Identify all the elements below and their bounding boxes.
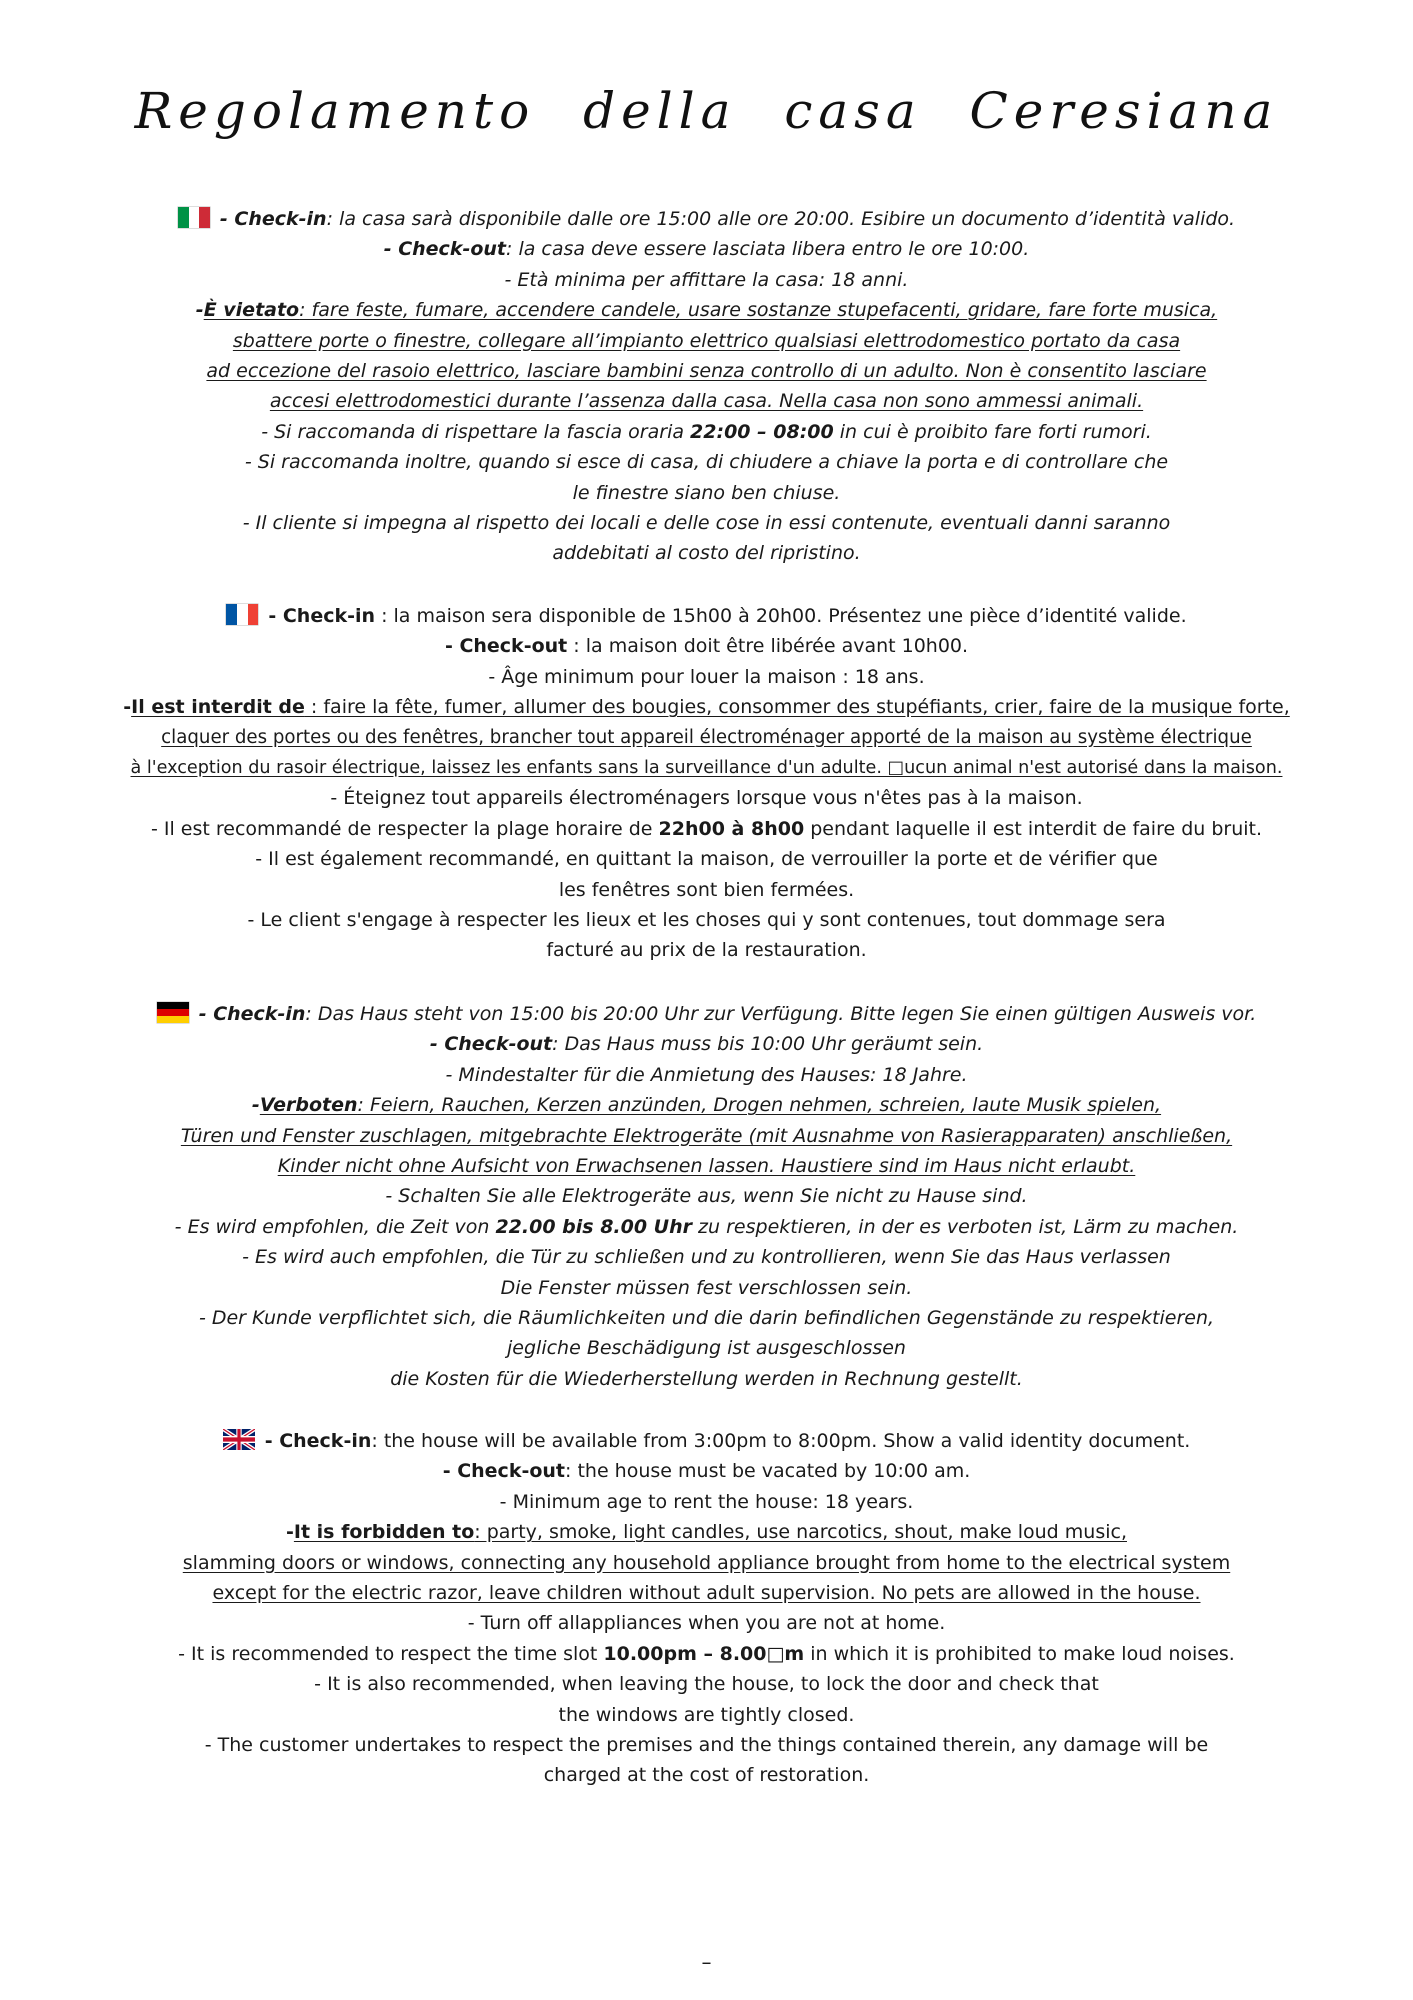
- french-checkin-line: [30, 601, 1383, 631]
- italian-age-line: - Età minima per affittare la casa: 18 anni.: [504, 268, 909, 291]
- italian-quiet-pre: - Si raccomanda di rispettare la fascia oraria: [261, 420, 691, 443]
- french-forbidden-label: Il est interdit de: [131, 696, 305, 719]
- german-forbidden-text-1: : Feiern, Rauchen, Kerzen anzünden, Drogen nehmen, schreien, laute Musik spielen,: [357, 1094, 1162, 1117]
- italian-forbidden-label: È vietato: [203, 299, 300, 322]
- italian-damage-line-1: - Il cliente si impegna al rispetto dei locali e delle cose in essi contenute, eventuali danni saranno: [242, 512, 1171, 535]
- germany-flag-icon: [157, 1002, 189, 1023]
- english-quiet-post: in which it is prohibited to make loud noises.: [804, 1642, 1235, 1665]
- english-lock-line-2: the windows are tightly closed.: [558, 1703, 855, 1726]
- italian-quiet-line: [30, 417, 1383, 447]
- italian-forbidden-line-1: [30, 295, 1383, 325]
- french-age-line: - Âge minimum pour louer la maison : 18 ans.: [488, 665, 925, 688]
- french-checkin-label: - Check-in: [268, 605, 376, 627]
- german-appliances-line: - Schalten Sie alle Elektrogeräte aus, wenn Sie nicht zu Hause sind.: [385, 1185, 1028, 1208]
- german-damage-line-3: die Kosten für die Wiederherstellung werden in Rechnung gestellt.: [390, 1367, 1023, 1390]
- french-forbidden-line-2: claquer des portes ou des fenêtres, brancher tout appareil électroménager apporté de la maison au système électrique: [161, 726, 1252, 748]
- french-quiet-line: [30, 814, 1383, 844]
- german-forbidden-line-3: Kinder nicht ohne Aufsicht von Erwachsenen lassen. Haustiere sind im Haus nicht erlaubt.: [277, 1155, 1136, 1178]
- french-section: [30, 601, 1383, 966]
- italian-forbidden-dash: -: [195, 299, 204, 322]
- english-checkout-label: - Check-out: [442, 1460, 566, 1483]
- french-checkin-text: : la maison sera disponible de 15h00 à 20h00. Présentez une pièce d’identité valide.: [375, 605, 1187, 627]
- english-damage-line-1: - The customer undertakes to respect the premises and the things contained therein, any damage will be: [204, 1734, 1209, 1757]
- english-checkout-text: : the house must be vacated by 10:00 am.: [565, 1460, 971, 1483]
- english-quiet-pre: - It is recommended to respect the time slot: [178, 1642, 604, 1665]
- french-damage-line-2: facturé au prix de la restauration.: [546, 939, 867, 962]
- german-forbidden-line-2: Türen und Fenster zuschlagen, mitgebrachte Elektrogeräte (mit Ausnahme von Rasierapparaten) anschließen,: [180, 1124, 1233, 1147]
- german-quiet-pre: - Es wird empfohlen, die Zeit von: [174, 1215, 496, 1238]
- italian-checkout-line: [30, 234, 1383, 264]
- english-forbidden-line-2: slamming doors or windows, connecting any household appliance brought from home to the electrical system: [182, 1551, 1231, 1574]
- german-checkin-text: : Das Haus steht von 15:00 bis 20:00 Uhr zur Verfügung. Bitte legen Sie einen gültigen Ausweis vor.: [305, 1003, 1257, 1025]
- german-section: [30, 999, 1383, 1394]
- french-quiet-post: pendant laquelle il est interdit de faire du bruit.: [804, 817, 1263, 840]
- french-lock-line-2: les fenêtres sont bien fermées.: [558, 878, 855, 901]
- english-lock-line-1: - It is also recommended, when leaving the house, to lock the door and check that: [314, 1673, 1099, 1696]
- german-checkout-line: [30, 1029, 1383, 1059]
- italian-damage-line-2: addebitati al costo del ripristino.: [552, 542, 861, 565]
- english-checkin-text: : the house will be available from 3:00pm to 8:00pm. Show a valid identity document.: [371, 1430, 1191, 1452]
- german-lock-line-2: Die Fenster müssen fest verschlossen sein.: [500, 1276, 913, 1299]
- english-checkin-line: [30, 1426, 1383, 1456]
- german-quiet-line: [30, 1212, 1383, 1242]
- italian-section: [30, 204, 1383, 569]
- italian-quiet-post: in cui è proibito fare forti rumori.: [833, 420, 1152, 443]
- france-flag-icon: [226, 604, 258, 625]
- german-checkout-text: : Das Haus muss bis 10:00 Uhr geräumt sein.: [552, 1033, 984, 1056]
- german-checkin-label: - Check-in: [198, 1003, 306, 1025]
- english-forbidden-dash: -: [286, 1521, 294, 1544]
- german-damage-line-1: - Der Kunde verpflichtet sich, die Räumlichkeiten und die darin befindlichen Gegenstände zu respektieren,: [198, 1307, 1215, 1330]
- german-quiet-time: 22.00 bis 8.00 Uhr: [495, 1215, 693, 1238]
- french-forbidden-text-1: : faire la fête, fumer, allumer des bougies, consommer des stupéfiants, crier, faire de la musique forte,: [304, 696, 1290, 719]
- italian-forbidden-text-1: : fare feste, fumare, accendere candele, usare sostanze stupefacenti, gridare, fare forte musica,: [299, 299, 1218, 322]
- italian-forbidden-line-2: sbattere porte o finestre, collegare all’impianto elettrico qualsiasi elettrodomestico portato da casa: [232, 329, 1181, 352]
- english-forbidden-label: It is forbidden to: [293, 1521, 475, 1544]
- italian-checkin-label: - Check-in: [219, 208, 327, 230]
- english-forbidden-text-1: : party, smoke, light candles, use narcotics, shout, make loud music,: [474, 1521, 1127, 1544]
- italian-forbidden-line-3: ad eccezione del rasoio elettrico, lasciare bambini senza controllo di un adulto. Non è consentito lasciare: [206, 360, 1207, 383]
- italian-checkin-text: : la casa sarà disponibile dalle ore 15:00 alle ore 20:00. Esibire un documento d’identità valido.: [326, 208, 1236, 230]
- english-age-line: - Minimum age to rent the house: 18 years.: [499, 1490, 914, 1513]
- italian-quiet-time: 22:00 – 08:00: [690, 420, 834, 443]
- italian-checkin-line: [30, 204, 1383, 234]
- english-forbidden-line-3: except for the electric razor, leave children without adult supervision. No pets are allowed in the house.: [212, 1582, 1201, 1605]
- german-damage-line-2: jegliche Beschädigung ist ausgeschlossen: [507, 1337, 906, 1360]
- german-checkin-line: [30, 999, 1383, 1029]
- french-forbidden-line-1: [30, 692, 1383, 722]
- uk-flag-icon: [223, 1429, 255, 1450]
- italian-lock-line-1: - Si raccomanda inoltre, quando si esce di casa, di chiudere a chiave la porta e di controllare che: [244, 451, 1169, 474]
- english-appliances-line: - Turn off allappliances when you are not at home.: [467, 1612, 946, 1635]
- french-checkout-line: [30, 631, 1383, 661]
- french-quiet-pre: - Il est recommandé de respecter la plage horaire de: [150, 817, 659, 840]
- italy-flag-icon: [178, 207, 210, 228]
- german-quiet-post: zu respektieren, in der es verboten ist, Lärm zu machen.: [692, 1215, 1239, 1238]
- english-quiet-time: 10.00pm – 8.00□m: [603, 1642, 805, 1665]
- german-forbidden-dash: -: [251, 1094, 260, 1117]
- english-section: [30, 1426, 1383, 1791]
- english-damage-line-2: charged at the cost of restoration.: [543, 1764, 870, 1787]
- french-forbidden-dash: -: [123, 696, 132, 719]
- english-quiet-line: [30, 1639, 1383, 1669]
- italian-checkout-text: : la casa deve essere lasciata libera entro le ore 10:00.: [506, 238, 1030, 261]
- french-checkout-label: - Check-out: [444, 635, 568, 658]
- french-damage-line-1: - Le client s'engage à respecter les lieux et les choses qui y sont contenues, tout dommage sera: [247, 909, 1166, 932]
- german-forbidden-line-1: [30, 1090, 1383, 1120]
- german-checkout-label: - Check-out: [429, 1033, 553, 1056]
- german-lock-line-1: - Es wird auch empfohlen, die Tür zu schließen und zu kontrollieren, wenn Sie das Haus verlassen: [242, 1246, 1171, 1269]
- french-forbidden-line-3: à l'exception du rasoir électrique, laissez les enfants sans la surveillance d'un adulte. □ucun animal n'est autorisé dans la maison.: [130, 758, 1283, 779]
- page-footer-mark: –: [701, 1950, 712, 1974]
- page-title: Regolamento della casa Ceresiana: [134, 82, 1279, 140]
- french-appliances-line: - Éteignez tout appareils électroménagers lorsque vous n'êtes pas à la maison.: [330, 787, 1083, 810]
- italian-lock-line-2: le finestre siano ben chiuse.: [572, 481, 841, 504]
- english-checkin-label: - Check-in: [264, 1430, 372, 1452]
- english-forbidden-line-1: [30, 1517, 1383, 1547]
- italian-checkout-label: - Check-out: [383, 238, 507, 261]
- french-checkout-text: : la maison doit être libérée avant 10h00.: [567, 635, 969, 658]
- english-checkout-line: [30, 1456, 1383, 1486]
- german-forbidden-label: Verboten: [259, 1094, 358, 1117]
- french-quiet-time: 22h00 à 8h00: [658, 817, 805, 840]
- french-lock-line-1: - Il est également recommandé, en quittant la maison, de verrouiller la porte et de vérifier que: [255, 848, 1158, 871]
- german-age-line: - Mindestalter für die Anmietung des Hauses: 18 Jahre.: [445, 1063, 968, 1086]
- italian-forbidden-line-4: accesi elettrodomestici durante l’assenza dalla casa. Nella casa non sono ammessi animali.: [269, 390, 1144, 413]
